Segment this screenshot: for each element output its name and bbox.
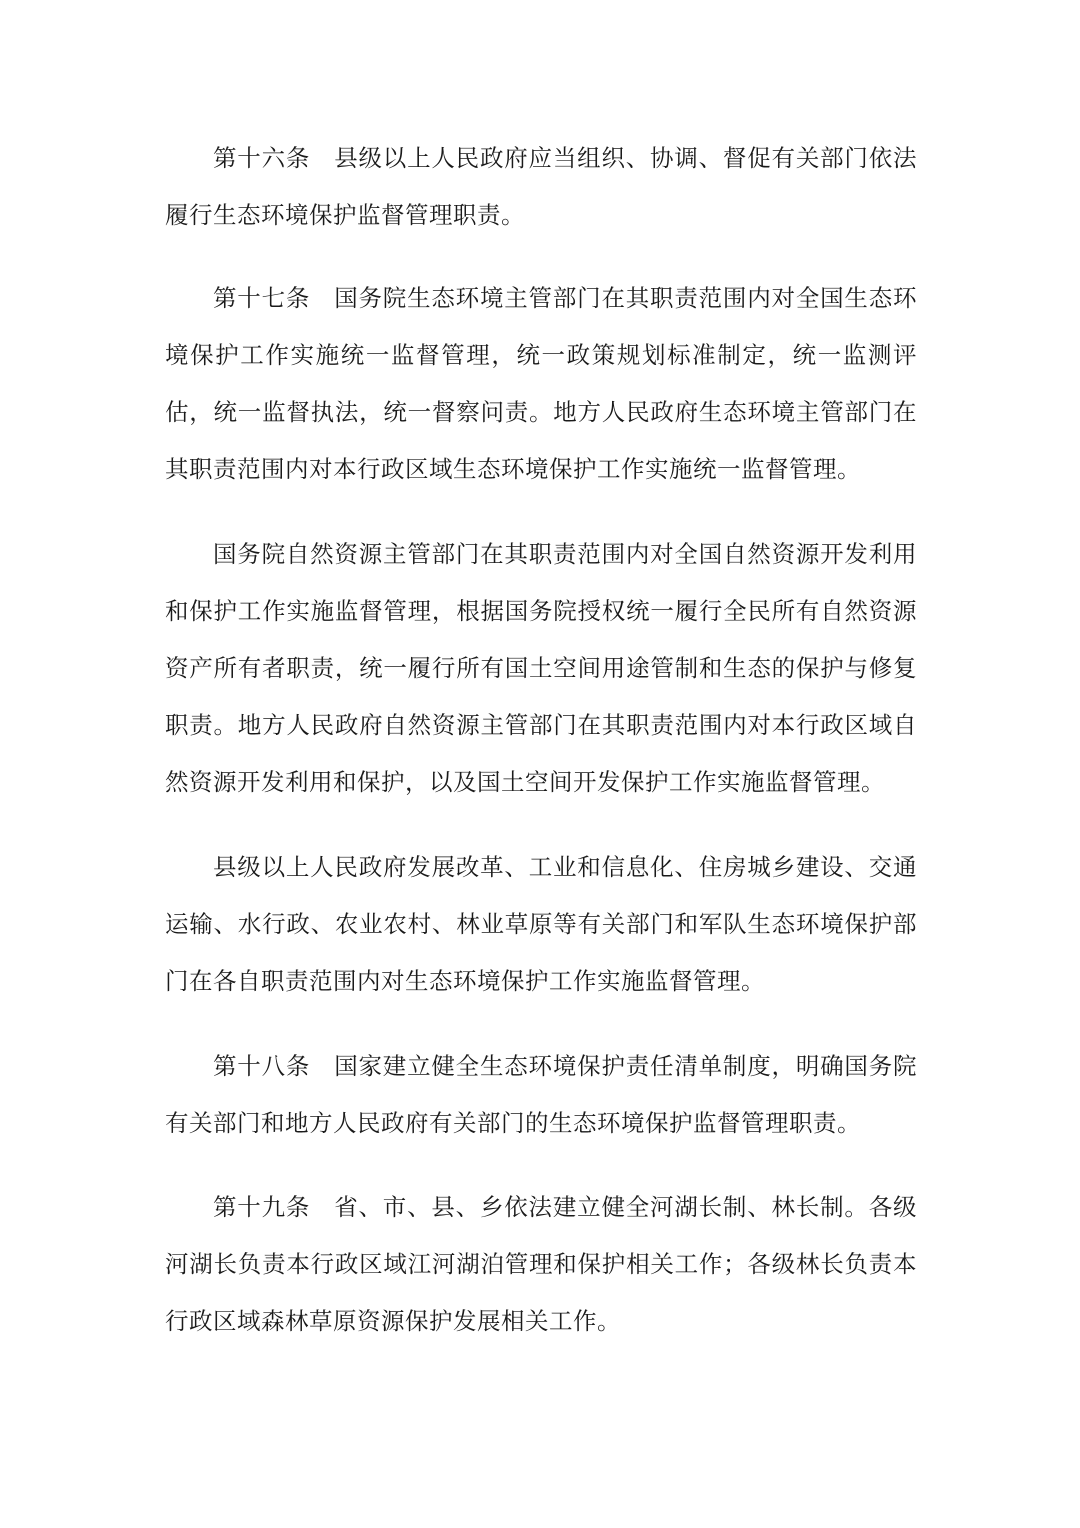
paragraph-article-19 bbox=[165, 1179, 917, 1350]
article-number: 第十六条 bbox=[213, 144, 311, 172]
paragraph-natural-resources bbox=[165, 526, 917, 811]
article-number: 第十八条 bbox=[213, 1052, 311, 1080]
article-number: 第十七条 bbox=[213, 284, 311, 312]
paragraph-article-18 bbox=[165, 1038, 917, 1152]
paragraph-text: 县级以上人民政府发展改革、工业和信息化、住房城乡建设、交通运输、水行政、农业农村、林业草原等有关部门和军队生态环境保护部门在各自职责范围内对生态环境保护工作实施监督管理。 bbox=[165, 853, 917, 995]
paragraph-text: 国家建立健全生态环境保护责任清单制度，明确国务院有关部门和地方人民政府有关部门的生态环境保护监督管理职责。 bbox=[165, 1052, 918, 1137]
paragraph-text: 国务院自然资源主管部门在其职责范围内对全国自然资源开发利用和保护工作实施监督管理，根据国务院授权统一履行全民所有自然资源资产所有者职责，统一履行所有国土空间用途管制和生态的保护与修复职责。地方人民政府自然资源主管部门在其职责范围内对本行政区域自然资源开发利用和保护，以及国土空间开发保护工作实施监督管理。 bbox=[165, 540, 917, 796]
document-body bbox=[165, 130, 917, 1378]
paragraph-article-17 bbox=[165, 270, 917, 498]
paragraph-text: 县级以上人民政府应当组织、协调、督促有关部门依法履行生态环境保护监督管理职责。 bbox=[165, 144, 918, 229]
paragraph-text: 国务院生态环境主管部门在其职责范围内对全国生态环境保护工作实施统一监督管理，统一政策规划标准制定，统一监测评估，统一监督执法，统一督察问责。地方人民政府生态环境主管部门在其职责范围内对本行政区域生态环境保护工作实施统一监督管理。 bbox=[165, 284, 918, 483]
paragraph-text: 省、市、县、乡依法建立健全河湖长制、林长制。各级河湖长负责本行政区域江河湖泊管理和保护相关工作；各级林长负责本行政区域森林草原资源保护发展相关工作。 bbox=[165, 1193, 918, 1335]
paragraph-county-departments bbox=[165, 839, 917, 1010]
article-number: 第十九条 bbox=[213, 1193, 311, 1221]
paragraph-article-16 bbox=[165, 130, 917, 244]
